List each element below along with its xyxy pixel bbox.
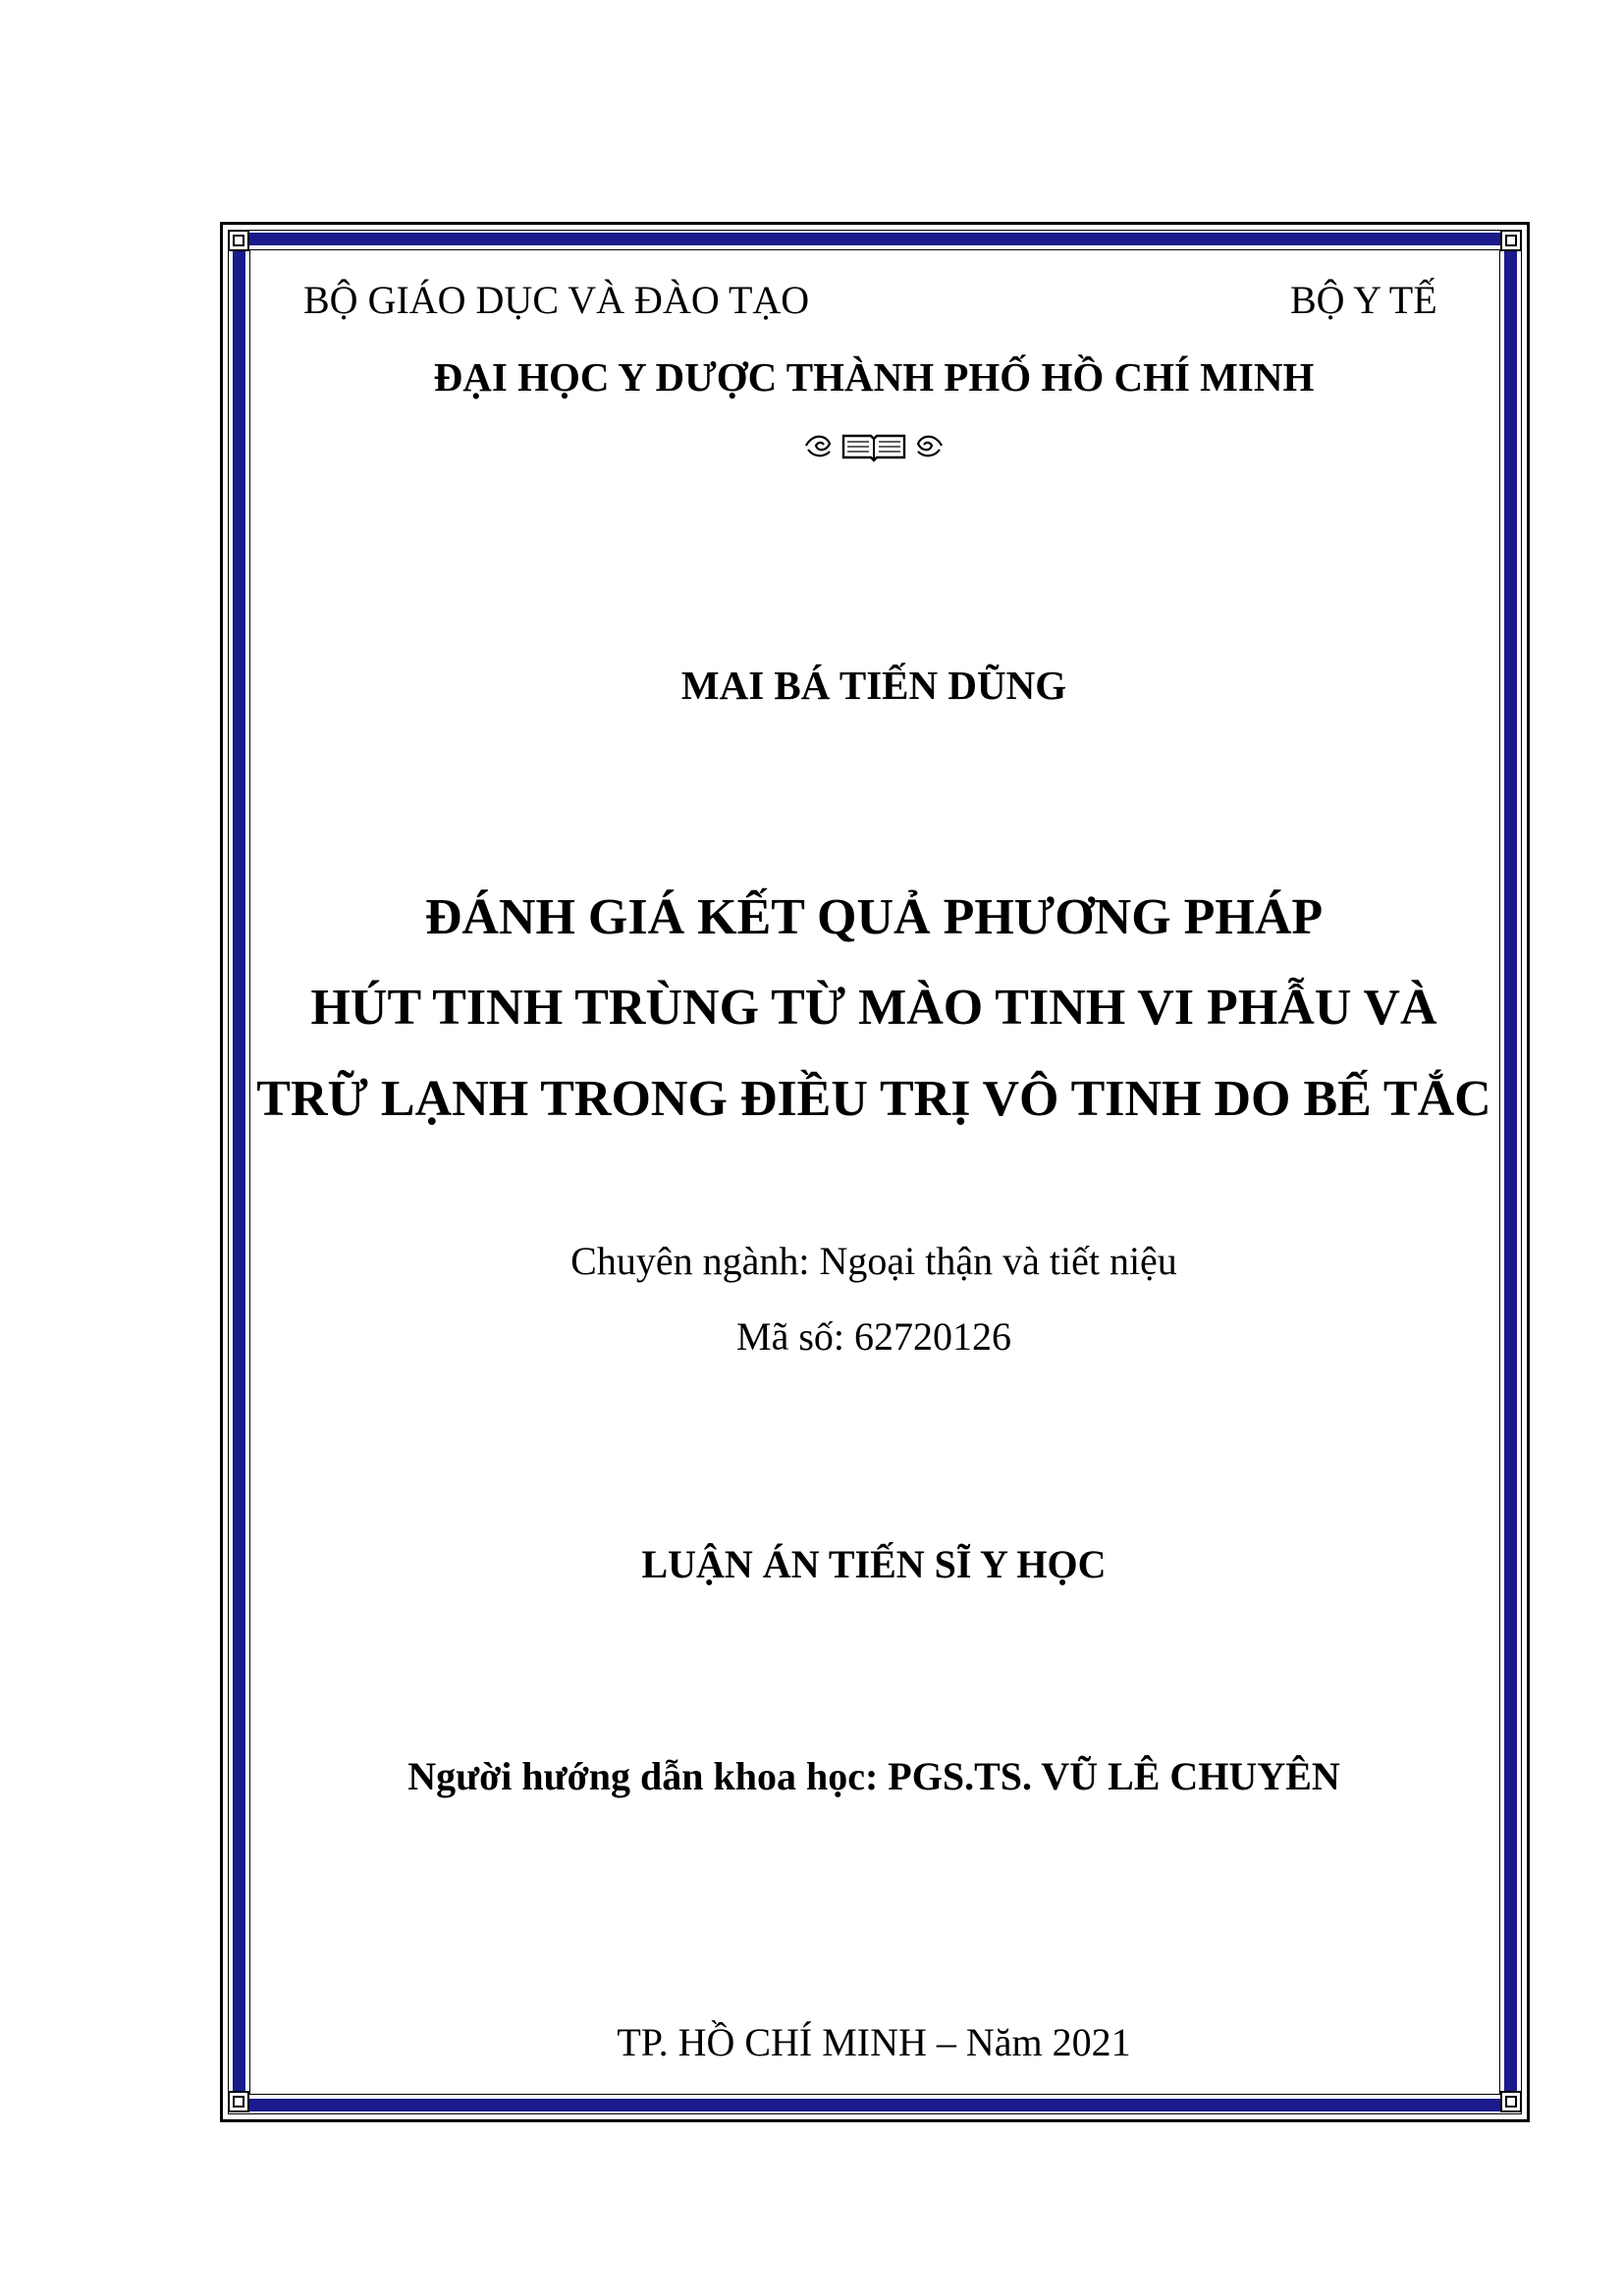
frame-corner-top-left xyxy=(222,224,261,263)
page-frame-inner xyxy=(249,249,1500,2095)
degree-type: LUẬN ÁN TIẾN SĨ Y HỌC xyxy=(641,1542,1107,1586)
author-name: MAI BÁ TIẾN DŨNG xyxy=(680,663,1067,708)
thesis-title-line-3: TRỮ LẠNH TRONG ĐIỀU TRỊ VÔ TINH DO BẾ TẮC xyxy=(256,1071,1491,1127)
university-name: ĐẠI HỌC Y DƯỢC THÀNH PHỐ HỒ CHÍ MINH xyxy=(433,354,1315,400)
ministry-health-label: BỘ Y TẾ xyxy=(1290,278,1437,322)
specialty-code: Mã số: 62720126 xyxy=(736,1314,1011,1359)
frame-corner-bottom-left xyxy=(222,2079,261,2118)
ministry-education-label: BỘ GIÁO DỤC VÀ ĐÀO TẠO xyxy=(303,278,810,322)
book-ornament-icon xyxy=(0,424,1624,463)
thesis-title-line-2: HÚT TINH TRÙNG TỪ MÀO TINH VI PHẪU VÀ xyxy=(310,980,1437,1036)
specialty-label: Chuyên ngành: Ngoại thận và tiết niệu xyxy=(570,1239,1177,1283)
frame-corner-bottom-right xyxy=(1489,2079,1528,2118)
frame-corner-top-right xyxy=(1489,224,1528,263)
scientific-advisor: Người hướng dẫn khoa học: PGS.TS. VŨ LÊ CHUYÊN xyxy=(407,1754,1340,1798)
place-and-year: TP. HỒ CHÍ MINH – Năm 2021 xyxy=(617,2020,1131,2064)
thesis-title-line-1: ĐÁNH GIÁ KẾT QUẢ PHƯƠNG PHÁP xyxy=(424,889,1324,945)
